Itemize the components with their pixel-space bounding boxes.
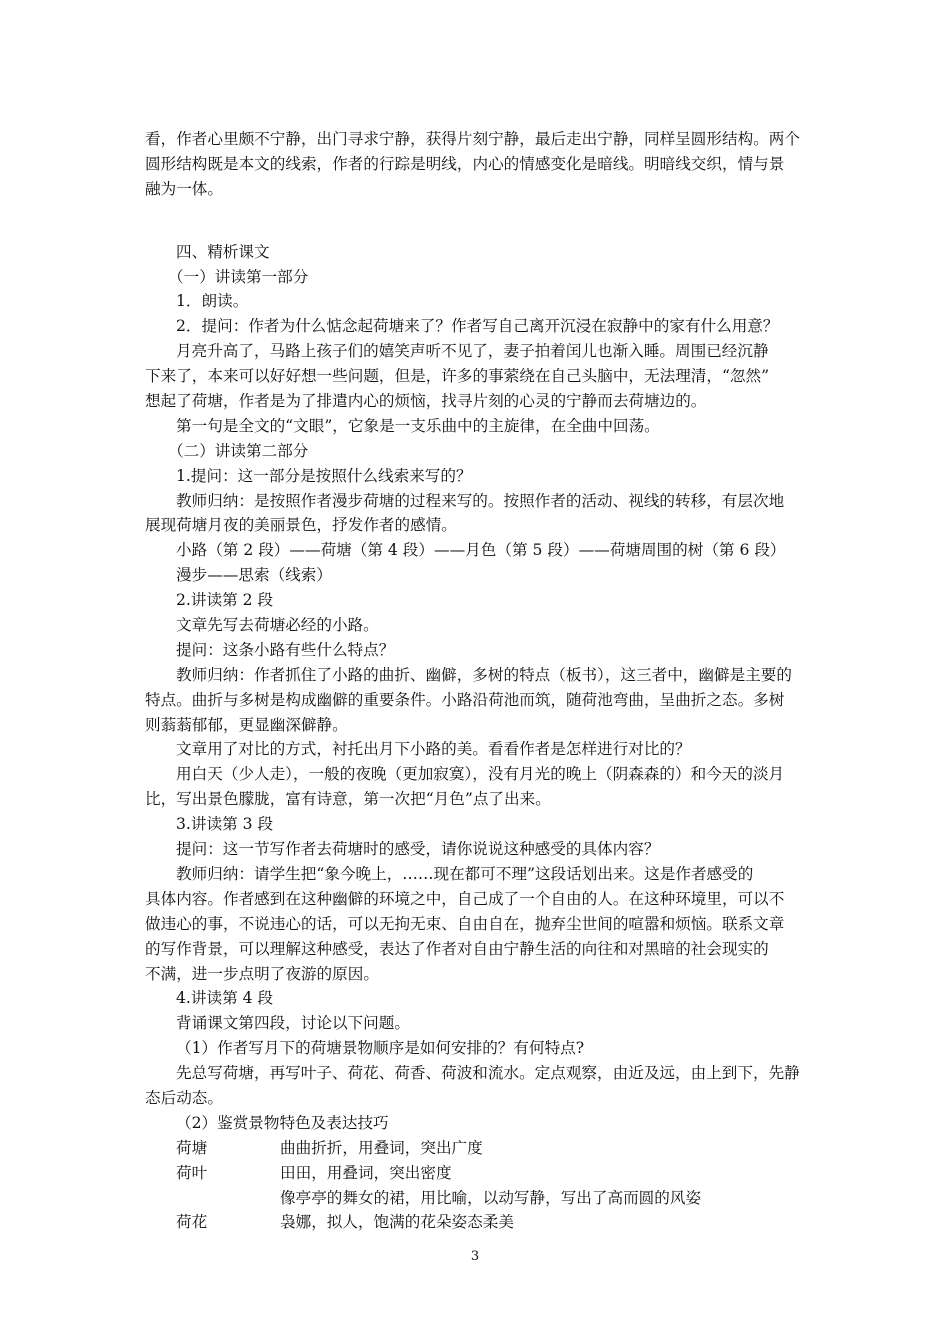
intro-line: 融为一体。 (145, 179, 223, 198)
question: 提问：这条小路有些什么特点？ (176, 640, 395, 659)
term: 荷叶 (176, 1163, 208, 1182)
term-row (145, 1136, 813, 1161)
part-heading: （一）讲读第一部分 (168, 267, 309, 286)
term-description: 袅娜，拟人，饱满的花朵姿态柔美 (280, 1213, 514, 1232)
term (176, 1186, 280, 1211)
paragraph: 月亮升高了，马路上孩子们的嬉笑声听不见了，妻子拍着闰儿也渐入睡。周围已经沉静 (176, 342, 769, 361)
question: 提问：这一节写作者去荷塘时的感受，请你说说这种感受的具体内容？ (176, 840, 660, 859)
intro-line: 圆形结构既是本文的线索，作者的行踪是明线，内心的情感变化是暗线。明暗线交织，情与景 (145, 154, 785, 173)
term-row (145, 1161, 813, 1186)
clue-line: 漫步——思索（线索） (176, 566, 332, 585)
paragraph: 下来了，本来可以好好想一些问题，但是，许多的事萦绕在自己头脑中，无法理清，“忽然” (145, 367, 770, 386)
paragraph: 态后动态。 (145, 1088, 223, 1107)
paragraph: 教师归纳：请学生把“象今晚上，……现在都可不理”这段话划出来。这是作者感受的 (176, 864, 754, 883)
intro-line: 看，作者心里颇不宁静，出门寻求宁静，获得片刻宁静，最后走出宁静，同样呈圆形结构。两个 (145, 130, 800, 148)
paragraph: 做违心的事，不说违心的话，可以无拘无束、自由自在，抛弃尘世间的喧嚣和烦恼。联系文章 (145, 914, 785, 933)
term-row (145, 1210, 813, 1235)
document-body (145, 127, 813, 1235)
paragraph: 的写作背景，可以理解这种感受，表达了作者对自由宁静生活的向往和对黑暗的社会现实的 (145, 939, 769, 958)
section-heading: 四、精析课文 (176, 242, 270, 261)
subsection-heading: 2.讲读第 2 段 (176, 591, 274, 610)
page-number: 3 (470, 1249, 480, 1264)
paragraph: 用白天（少人走），一般的夜晚（更加寂寞），没有月光的晚上（阴森森的）和今天的淡月 (176, 765, 785, 784)
question: （1）作者写月下的荷塘景物顺序是如何安排的？有何特点? (176, 1039, 585, 1058)
paragraph: 教师归纳：作者抓住了小路的曲折、幽僻，多树的特点（板书），这三者中，幽僻是主要的 (176, 665, 792, 684)
term: 荷花 (176, 1213, 208, 1232)
question: 2．提问：作者为什么惦念起荷塘来了？作者写自己离开沉浸在寂静中的家有什么用意？ (176, 317, 779, 336)
question: （2）鉴赏景物特色及表达技巧 (176, 1113, 389, 1132)
paragraph: 第一句是全文的“文眼”，它象是一支乐曲中的主旋律，在全曲中回荡。 (176, 416, 660, 435)
paragraph: 特点。曲折与多树是构成幽僻的重要条件。小路沿荷池而筑，随荷池弯曲，呈曲折之态。多树 (145, 690, 785, 709)
term-description: 像亭亭的舞女的裙，用比喻，以动写静，写出了高而圆的风姿 (280, 1188, 702, 1207)
part-heading: （二）讲读第二部分 (168, 441, 309, 460)
paragraph: 1．朗读。 (176, 292, 249, 311)
route-line: 小路（第 2 段）——荷塘（第 4 段）——月色（第 5 段）——荷塘周围的树（第 6 段） (176, 541, 786, 560)
paragraph: 教师归纳：是按照作者漫步荷塘的过程来写的。按照作者的活动、视线的转移，有层次地 (176, 491, 785, 510)
question: 1.提问：这一部分是按照什么线索来写的？ (176, 466, 472, 485)
subsection-heading: 3.讲读第 3 段 (176, 815, 274, 834)
subsection-heading: 4.讲读第 4 段 (176, 989, 274, 1008)
term-row (145, 1186, 813, 1211)
term: 荷塘 (176, 1138, 208, 1157)
term-description: 曲曲折折，用叠词，突出广度 (280, 1138, 483, 1157)
paragraph: 文章用了对比的方式，衬托出月下小路的美。看看作者是怎样进行对比的？ (176, 740, 691, 759)
term-description: 田田，用叠词，突出密度 (280, 1163, 452, 1182)
paragraph: 先总写荷塘，再写叶子、荷花、荷香、荷波和流水。定点观察，由近及远，由上到下，先静 (176, 1064, 800, 1083)
paragraph: 文章先写去荷塘必经的小路。 (176, 616, 379, 635)
paragraph: 比，写出景色朦胧，富有诗意，第一次把“月色”点了出来。 (145, 790, 551, 809)
paragraph: 展现荷塘月夜的美丽景色，抒发作者的感情。 (145, 516, 457, 535)
paragraph: 背诵课文第四段，讨论以下问题。 (176, 1014, 410, 1033)
paragraph: 具体内容。作者感到在这种幽僻的环境之中，自己成了一个自由的人。在这种环境里，可以不 (145, 889, 785, 908)
paragraph: 则蓊蓊郁郁，更显幽深僻静。 (145, 715, 348, 734)
paragraph: 不满，进一步点明了夜游的原因。 (145, 964, 379, 983)
paragraph: 想起了荷塘，作者是为了排遣内心的烦恼，找寻片刻的心灵的宁静而去荷塘边的。 (145, 392, 707, 411)
